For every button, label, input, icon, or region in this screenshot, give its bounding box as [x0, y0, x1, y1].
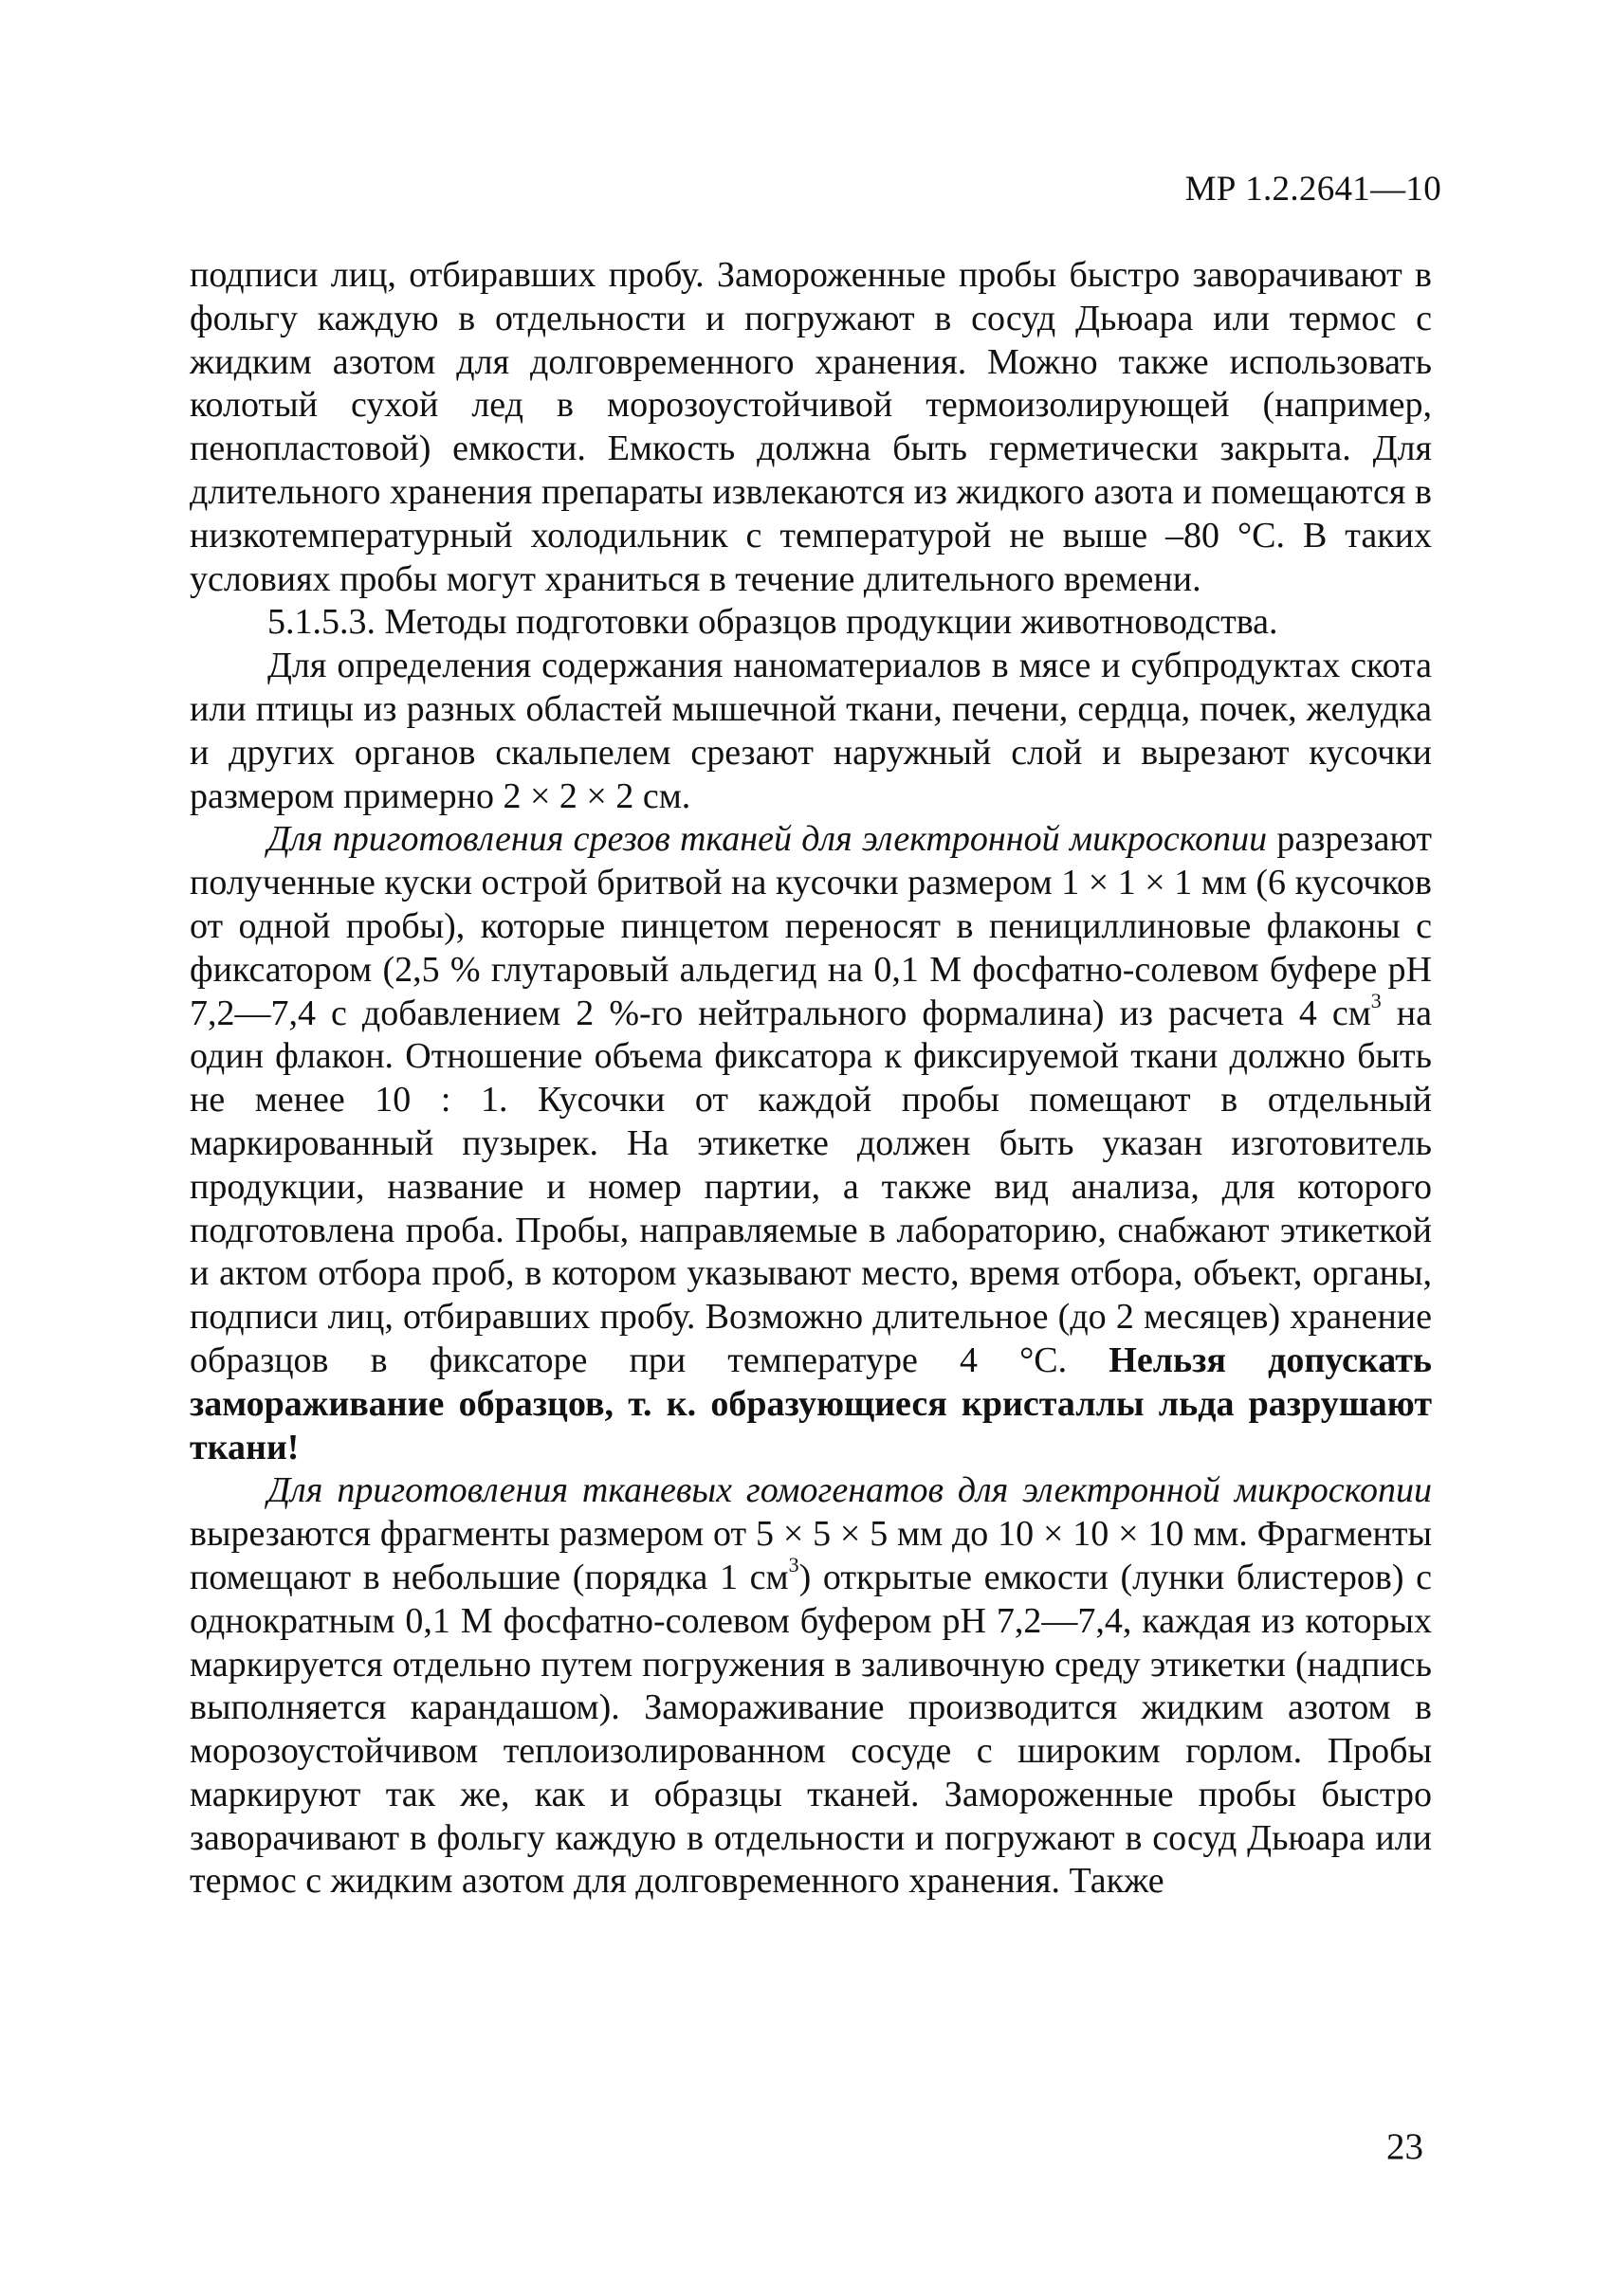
page-body [190, 254, 1432, 1904]
document-code-header: МР 1.2.2641—10 [1184, 170, 1441, 209]
paragraph-tissue-sections [190, 818, 1432, 1469]
paragraph-homogenates [190, 1469, 1432, 1904]
paragraph-text: вырезаются фрагменты размером от 5 × 5 × 5 мм до 10 × 10 × 10 мм. Фрагменты помещают в небольшие (порядка 1 см [190, 1514, 1432, 1597]
paragraph-text: ) открытые емкости (лунки блистеров) с однократным 0,1 М фосфатно-солевом буфером рН 7,2—7,4, каждая из которых маркируется отдельно путем погружения в заливочную среду этикетки (надпись выполняется карандашом). Замораживание производится жидким азотом в морозоустойчивом теплоизолированном сосуде с широким горлом. Пробы маркируют так же, как и образцы тканей. Замороженные пробы быстро заворачивают в фольгу каждую в отдельности и погружают в сосуд Дьюара или термос с жидким азотом для долговременного хранения. Также [190, 1557, 1432, 1902]
paragraph-text: на один флакон. Отношение объема фиксатора к фиксируемой ткани должно быть не менее 10 : 1. Кусочки от каждой пробы помещают в отдельный маркированный пузырек. На этикетке должен быть указан изготовитель продукции, название и номер партии, а также вид анализа, для которого подготовлена проба. Пробы, направляемые в лабораторию, снабжают этикеткой и актом отбора проб, в котором указывают место, время отбора, объект, органы, подписи лиц, отбиравших пробу. Возможно длительное (до 2 месяцев) хранение образцов в фиксаторе при температуре 4 °С. [190, 993, 1432, 1380]
superscript: 3 [788, 1553, 799, 1577]
section-heading-5-1-5-3: 5.1.5.3. Методы подготовки образцов продукции животноводства. [267, 602, 1278, 643]
paragraph-text: разрезают полученные куски острой бритвой на кусочки размером 1 × 1 × 1 мм (6 кусочков от одной пробы), которые пинцетом переносят в пенициллиновые флаконы с фиксатором (2,5 % глутаровый альдегид на 0,1 М фосфатно-солевом буфере рН 7,2—7,4 с добавлением 2 %-го нейтрального формалина) из расчета 4 см [190, 819, 1432, 1033]
bold-warning: Нельзя допускать замораживание образцов, т. к. образующиеся кристаллы льда разрушают ткани! [190, 1339, 1433, 1467]
page-number: 23 [1386, 2126, 1423, 2167]
italic-lead-homogenates: Для приготовления тканевых гомогенатов для электронной микроскопии [267, 1470, 1432, 1511]
paragraph-meat-sampling: Для определения содержания наноматериалов в мясе и субпродуктах скота или птицы из разных областей мышечной ткани, печени, сердца, почек, желудка и других органов скальпелем срезают наружный слой и вырезают кусочки размером примерно 2 × 2 × 2 см. [190, 646, 1432, 816]
superscript: 3 [1370, 988, 1382, 1012]
italic-lead-tissue-sections: Для приготовления срезов тканей для электронной микроскопии [267, 819, 1268, 860]
paragraph-storage: подписи лиц, отбиравших пробу. Замороженные пробы быстро заворачивают в фольгу каждую в отдельности и погружают в сосуд Дьюара или термос с жидким азотом для долговременного хранения. Можно также использовать колотый сухой лед в морозоустойчивой термоизолирующей (например, пенопластовой) емкости. Емкость должна быть герметически закрыта. Для длительного хранения препараты извлекаются из жидкого азота и помещаются в низкотемпературный холодильник с температурой не выше –80 °С. В таких условиях пробы могут храниться в течение длительного времени. [190, 255, 1432, 599]
